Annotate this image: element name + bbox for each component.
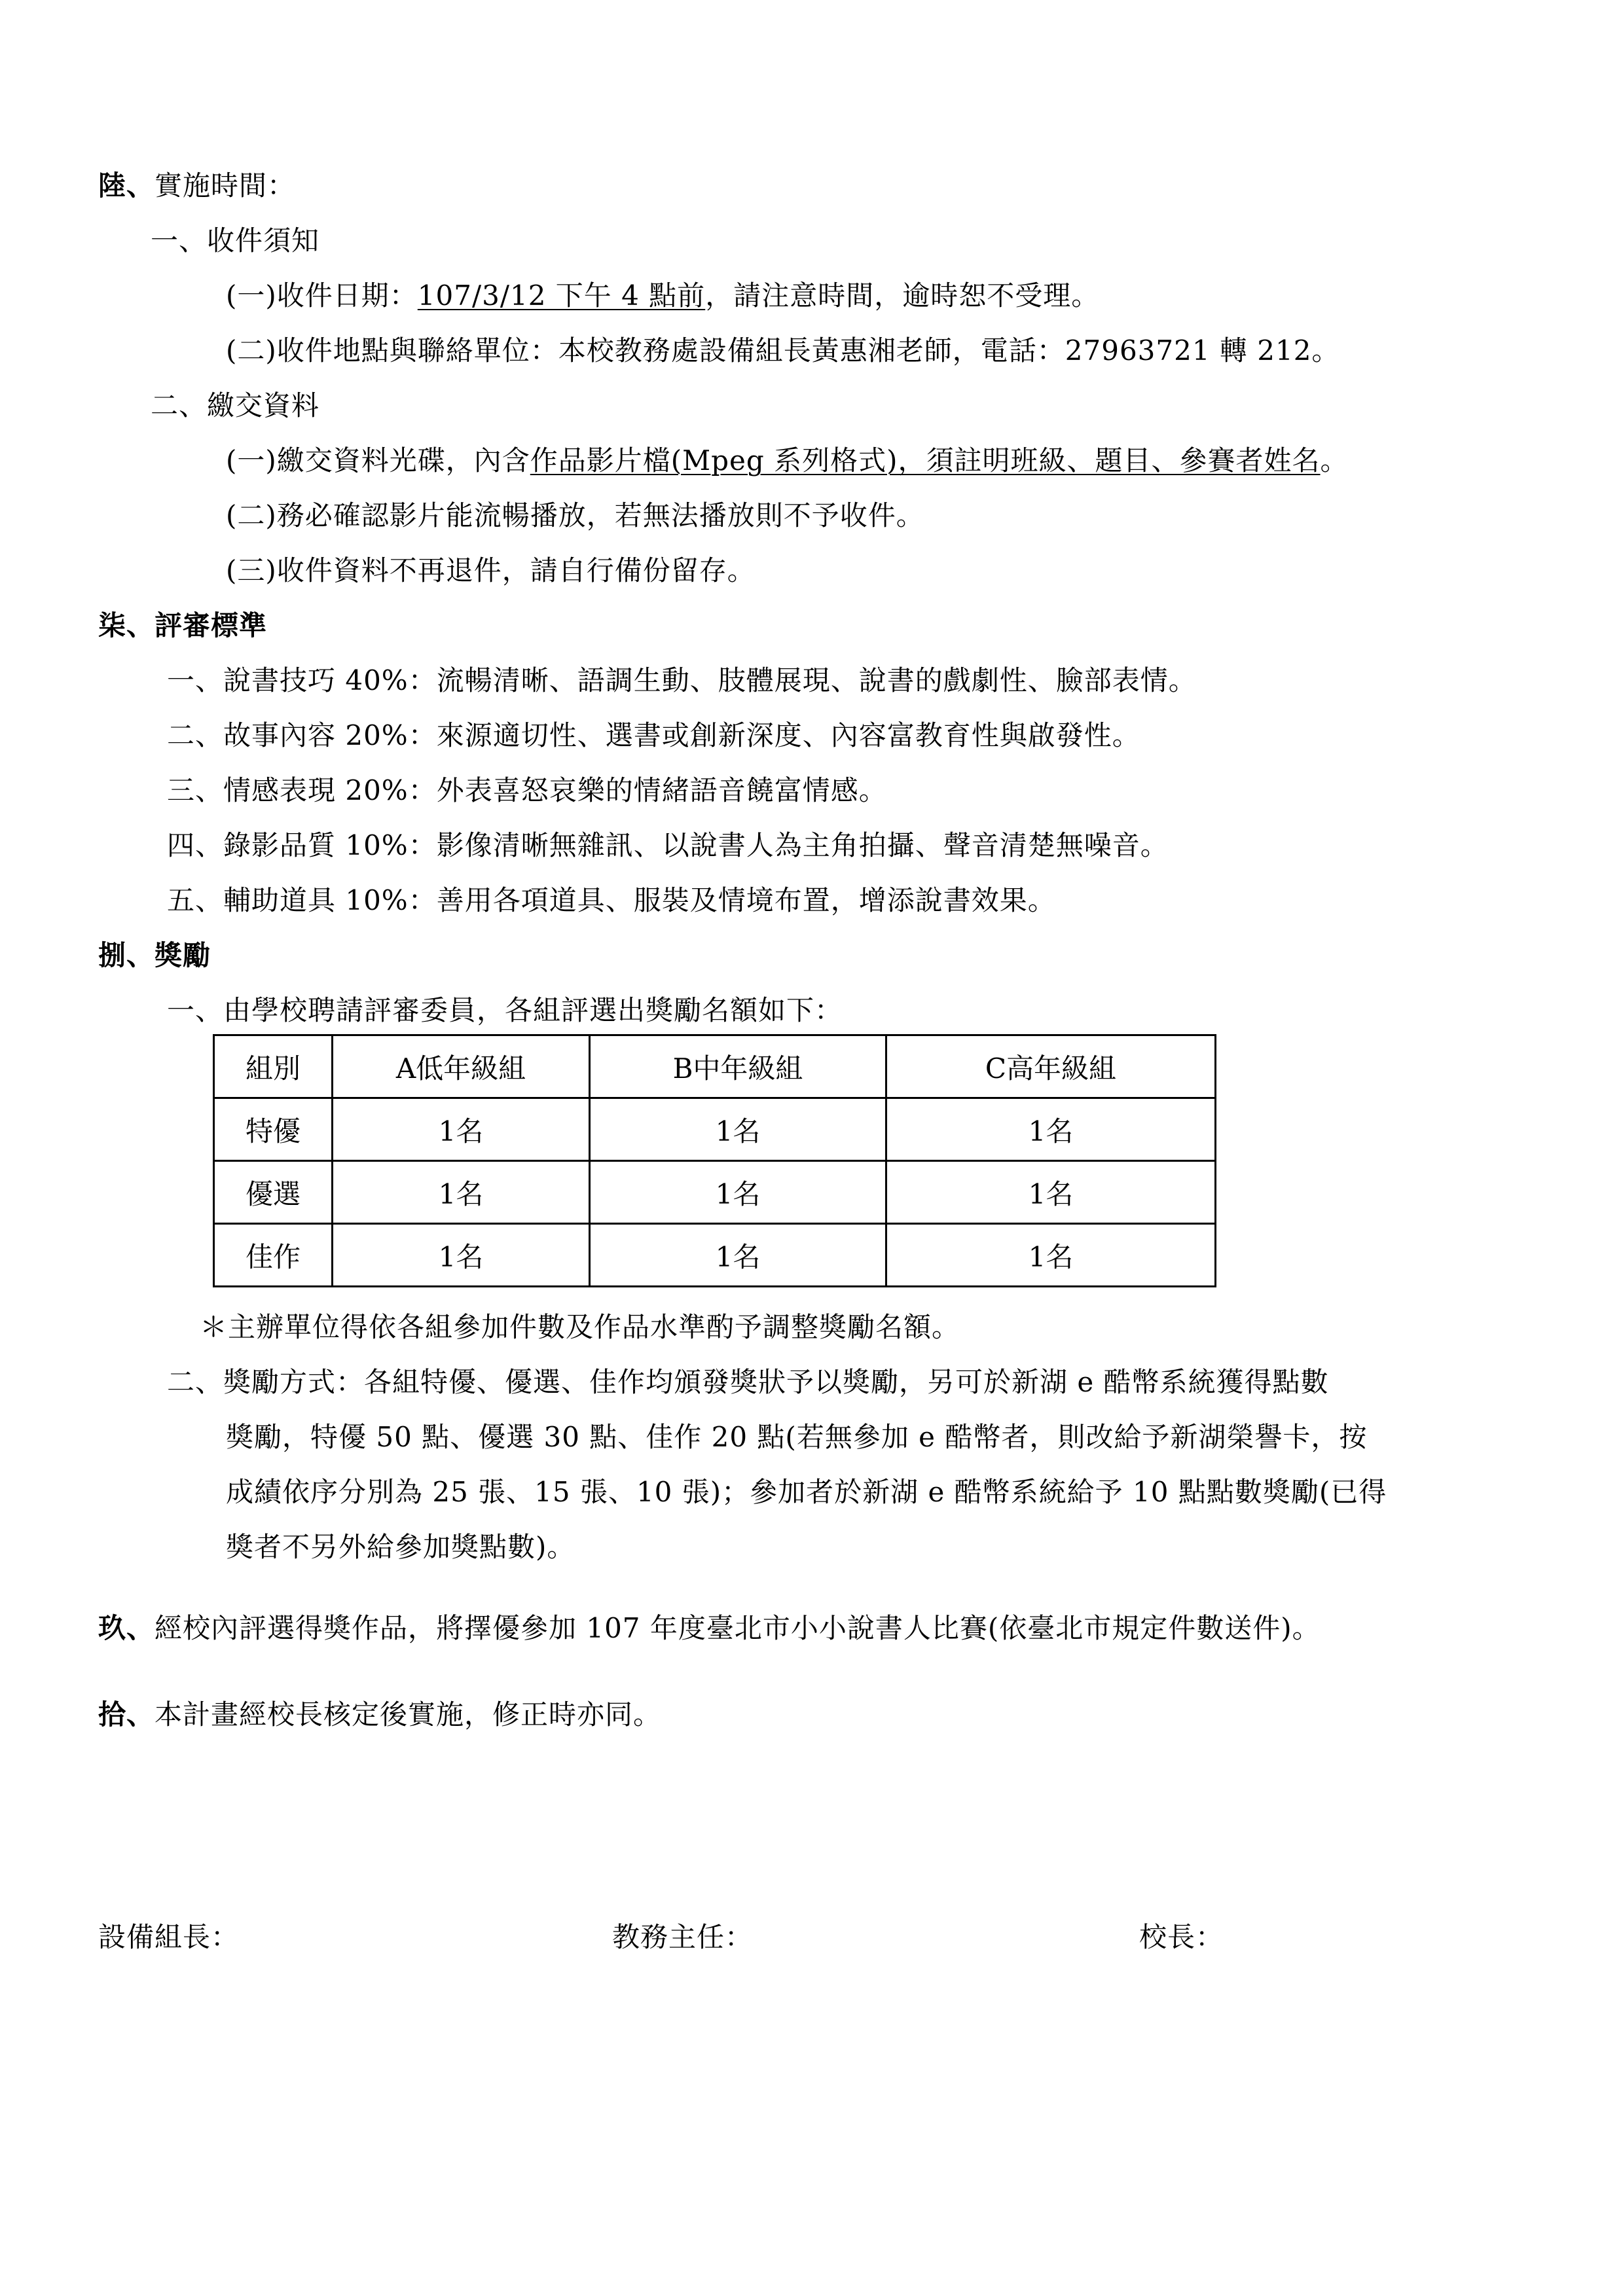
section6-sub2: 二、繳交資料 — [151, 389, 320, 422]
table-cell: 1名 — [333, 1161, 590, 1224]
section6-item2: (二)收件地點與聯絡單位：本校教務處設備組長黃惠湘老師，電話：27963721 轉 212。 — [226, 334, 1340, 367]
section10 — [98, 1695, 661, 1734]
reward-line-3: 成績依序分別為 25 張、15 張、10 張)；參加者於新湖 e 酷幣系統給予 10 點點數獎勵(已得 — [226, 1476, 1387, 1508]
reward-line-1: 二、獎勵方式：各組特優、優選、佳作均頒發獎狀予以獎勵，另可於新湖 e 酷幣系統獲得點數 — [167, 1366, 1329, 1398]
table-cell: 1名 — [333, 1098, 590, 1161]
criterion-3: 三、情感表現 20%：外表喜怒哀樂的情緒語音饒富情感。 — [167, 774, 887, 806]
item1-deadline: 107/3/12 下午 4 點前 — [417, 279, 706, 312]
section9 — [98, 1609, 1321, 1648]
signature-principal: 校長： — [1139, 1921, 1224, 1953]
section6-item5: (三)收件資料不再退件，請自行備份留存。 — [226, 554, 756, 586]
table-cell: 1名 — [590, 1161, 886, 1224]
item3-end: 。 — [1320, 444, 1349, 476]
table-header-row — [214, 1035, 1216, 1098]
section6-title: 實施時間： — [155, 170, 296, 202]
criterion-2: 二、故事內容 20%：來源適切性、選書或創新深度、內容富教育性與啟發性。 — [167, 719, 1140, 751]
table-row — [214, 1224, 1216, 1287]
table-cell: 1名 — [886, 1098, 1216, 1161]
criterion-4: 四、錄影品質 10%：影像清晰無雜訊、以說書人為主角拍攝、聲音清楚無噪音。 — [167, 829, 1169, 861]
row-label: 優選 — [214, 1161, 333, 1224]
section6-item1 — [226, 276, 1099, 315]
item1-note: ，請注意時間，逾時恕不受理。 — [705, 279, 1100, 312]
reward-line-2: 獎勵，特優 50 點、優選 30 點、佳作 20 點(若無參加 e 酷幣者，則改給予新湖榮譽卡，按 — [226, 1421, 1368, 1453]
awards-table — [213, 1034, 1216, 1287]
section10-number: 拾、 — [98, 1698, 155, 1731]
item3-label: (一)繳交資料光碟，內含 — [226, 444, 530, 476]
section6-number: 陸、 — [98, 170, 155, 202]
header-group-c: C高年級組 — [886, 1035, 1216, 1098]
section9-text: 經校內評選得獎作品，將擇優參加 107 年度臺北市小小說書人比賽(依臺北市規定件數送件)。 — [155, 1612, 1321, 1644]
row-label: 佳作 — [214, 1224, 333, 1287]
header-group-b: B中年級組 — [590, 1035, 886, 1098]
signature-academic: 教務主任： — [612, 1921, 754, 1953]
criterion-1: 一、說書技巧 40%：流暢清晰、語調生動、肢體展現、說書的戲劇性、臉部表情。 — [167, 664, 1197, 696]
section6-heading — [98, 166, 295, 206]
table-row — [214, 1098, 1216, 1161]
section7-heading: 柒、評審標準 — [98, 609, 268, 641]
reward-line-4: 獎者不另外給參加獎點數)。 — [226, 1531, 575, 1563]
section10-text: 本計畫經校長核定後實施，修正時亦同。 — [155, 1698, 662, 1731]
table-note: ＊主辦單位得依各組參加件數及作品水準酌予調整獎勵名額。 — [200, 1311, 960, 1343]
section8-heading: 捌、獎勵 — [98, 939, 211, 971]
signature-equipment: 設備組長： — [98, 1921, 240, 1953]
table-cell: 1名 — [590, 1224, 886, 1287]
item3-requirement: 作品影片檔(Mpeg 系列格式)，須註明班級、題目、參賽者姓名 — [530, 444, 1321, 476]
row-label: 特優 — [214, 1098, 333, 1161]
section6-item3 — [226, 441, 1349, 480]
section9-number: 玖、 — [98, 1612, 155, 1644]
header-group-a: A低年級組 — [333, 1035, 590, 1098]
section6-sub1: 一、收件須知 — [151, 224, 320, 257]
table-cell: 1名 — [886, 1161, 1216, 1224]
item1-label: (一)收件日期： — [226, 279, 418, 312]
table-cell: 1名 — [886, 1224, 1216, 1287]
table-cell: 1名 — [590, 1098, 886, 1161]
table-row — [214, 1161, 1216, 1224]
table-cell: 1名 — [333, 1224, 590, 1287]
header-category: 組別 — [214, 1035, 333, 1098]
section8-sub1: 一、由學校聘請評審委員，各組評選出獎勵名額如下： — [167, 994, 843, 1026]
criterion-5: 五、輔助道具 10%：善用各項道具、服裝及情境布置，增添說書效果。 — [167, 884, 1056, 916]
section6-item4: (二)務必確認影片能流暢播放，若無法播放則不予收件。 — [226, 499, 924, 531]
